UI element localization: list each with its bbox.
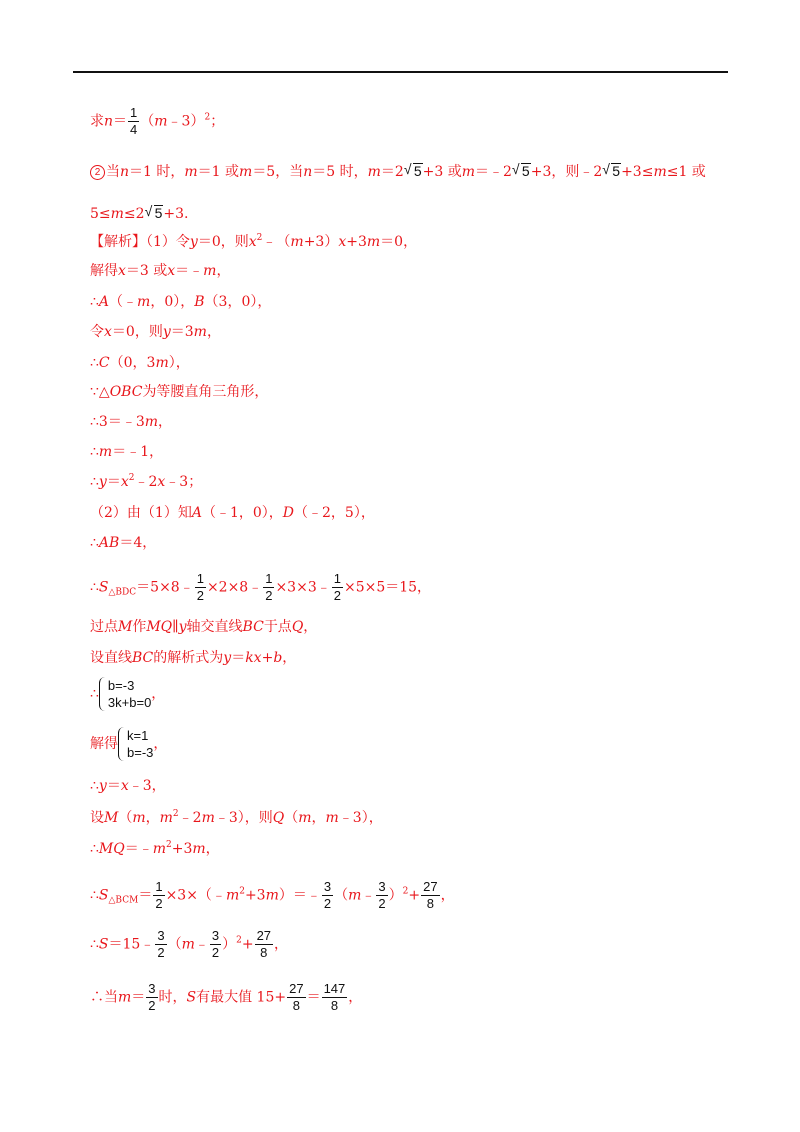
line-12: $\therefore y=x^2﹣2x﹣3$； [90, 473, 203, 490]
line-16: 过点M作MQ∥y轴交直线BC于点Q， [90, 619, 318, 635]
fraction: $\frac{1}{2}$ [333, 571, 341, 603]
fraction: $\frac{1}{2}$ [265, 571, 273, 603]
line-4: 【解析】（1）令y＝0，则$x^2﹣(m+3)x+3m=0$， [90, 233, 418, 250]
square-root: √ 5 [405, 161, 423, 181]
line-3: 5≤m≤2√ 5+3. [90, 203, 188, 224]
line-6: ∴A（﹣m，0），B（3，0）， [90, 294, 272, 310]
fraction: $\frac{27}{8}$ [423, 879, 438, 911]
line-25: ∴当m＝ $\frac{3}{2}$ 时，S有最大值 15+ $\frac{27}{8}$ ＝ $\frac{147}{8}$ ， [90, 981, 363, 1013]
line-8: ∴C（0，3m）， [90, 355, 190, 371]
fraction: $\frac{3}{2}$ [148, 981, 156, 1013]
line-11: ∴m＝﹣1， [90, 444, 164, 460]
fraction: $\frac{3}{2}$ [211, 928, 220, 960]
fraction: $\frac{27}{8}$ [256, 928, 272, 960]
circled-number: 2 [90, 165, 105, 180]
fraction: $\frac{1}{2}$ [155, 879, 163, 911]
fraction: $\frac{1}{2}$ [196, 571, 204, 603]
fraction: $\frac{1}{4}$ [130, 105, 138, 137]
line-5: 解得x＝3 或x＝﹣m， [90, 263, 231, 279]
square-root: √ 5 [603, 161, 621, 181]
equation-system: b=-3 3k+b=0 [99, 677, 151, 711]
fraction: $\frac{3}{2}$ [323, 879, 332, 911]
line-18: ∴ b=-3 3k+b=0 ， [90, 678, 166, 710]
line-9: ∵△OBC为等腰直角三角形， [90, 384, 269, 400]
square-root: √ 5 [146, 203, 164, 223]
line-13: （2）由（1）知A（﹣1，0），D（﹣2，5）， [90, 505, 375, 521]
line-17: 设直线BC的解析式为y＝kx+b， [90, 650, 297, 666]
line-7: 令x＝0，则y＝3m， [90, 324, 221, 340]
line-2: 2 当n＝1 时，m＝1 或m＝5，当n＝5 时，m＝2√ 5+3 或m＝﹣2√ 5+3，则﹣2√ 5+3≤m≤1 或 [90, 161, 706, 182]
fraction: $\frac{3}{2}$ [378, 879, 386, 911]
line-19: 解得 k=1 b=-3 ， [90, 728, 168, 760]
header-rule [73, 71, 728, 73]
line-23: $\therefore S_{\triangle BCM}=$ $\frac{1}{2}$ $\times 3\times(﹣m^2+3m)=﹣$ $\frac{3}{2}$ （m﹣ $\frac{3}{2}$ ）$^2$+ $\frac{27}{8}$ ， [90, 879, 455, 911]
line-15: $\therefore S_{\triangle BDC}=5\times 8﹣$ $\frac{1}{2}$ ×2×8﹣ $\frac{1}{2}$ ×3×3﹣ $\frac{1}{2}$ ×5×5＝15， [90, 571, 432, 603]
line-10: ∴3＝﹣3m， [90, 414, 173, 430]
fraction: $\frac{27}{8}$ [289, 981, 304, 1013]
equation-system: k=1 b=-3 [118, 727, 153, 761]
line-24: ∴S＝15﹣ $\frac{3}{2}$ （m﹣ $\frac{3}{2}$ ）$^2$+ $\frac{27}{8}$ ， [90, 928, 289, 960]
line-14: ∴AB＝4， [90, 535, 157, 551]
line-1: 求n＝ $\frac{1}{4}$ （m﹣3）$^2$； [90, 105, 225, 137]
fraction: $\frac{3}{2}$ [157, 928, 165, 960]
line-21: 设M（m，$m^2﹣2m﹣3$），则Q（m，m﹣3）， [90, 809, 383, 826]
line-22: $\therefore MQ=﹣m^2+3m$， [90, 840, 220, 857]
fraction: $\frac{147}{8}$ [323, 981, 346, 1013]
square-root: √ 5 [513, 161, 531, 181]
line-20: ∴y＝x﹣3， [90, 778, 166, 794]
